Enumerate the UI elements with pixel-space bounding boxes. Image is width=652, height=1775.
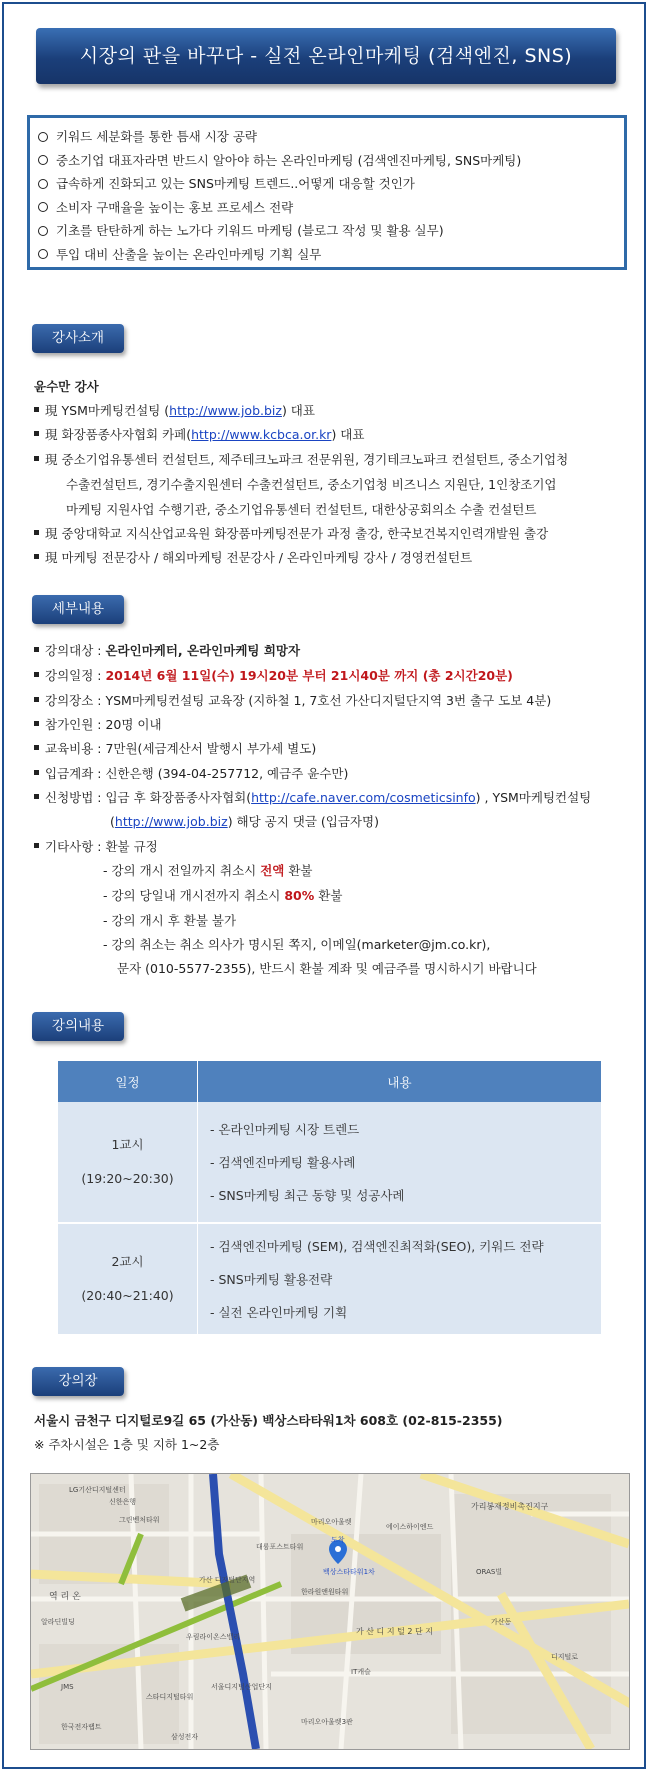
circle-bullet-icon <box>38 226 48 236</box>
venue-map[interactable] <box>30 1473 630 1750</box>
summary-item: 소비자 구매율을 높이는 홍보 프로세스 전략 <box>38 196 624 220</box>
square-bullet-icon <box>34 407 39 412</box>
circle-bullet-icon <box>38 202 48 212</box>
kcbca-link[interactable]: http://www.kcbca.or.kr <box>191 427 332 442</box>
schedule-header-row <box>58 1061 601 1102</box>
map-label: 삼성전자 <box>171 1733 199 1741</box>
content-column-header: 내용 <box>198 1061 602 1102</box>
square-bullet-icon <box>34 672 39 677</box>
map-label: 우림라이온스밸리 <box>186 1633 241 1641</box>
map-label: IT캐슬 <box>351 1668 371 1676</box>
instructor-section-header: 강사소개 <box>32 324 124 353</box>
cafe-link[interactable]: http://cafe.naver.com/cosmeticsinfo <box>251 790 476 805</box>
map-label: 서울디지털산업단지 <box>211 1683 272 1691</box>
content-cell: - 검색엔진마케팅 (SEM), 검색엔진최적화(SEO), 키워드 전략 - SNS마케팅 활용전략 - 실전 온라인마케팅 기획 <box>198 1223 602 1334</box>
detail-apply: 신청방법 : 입금 후 화장품종사자협회(http://cafe.naver.com/cosmeticsinfo) , YSM마케팅컨설팅 <box>34 785 591 810</box>
detail-apply-continuation: (http://www.job.biz) 해당 공지 댓글 (입금자명) <box>110 814 379 829</box>
job-biz-link[interactable]: http://www.job.biz <box>114 814 228 829</box>
instructor-career-item: 現 중앙대학교 지식산업교육원 화장품마케팅전문가 과정 출강, 한국보건복지인력개발원 출강 <box>34 521 548 546</box>
square-bullet-icon <box>34 530 39 535</box>
map-label: 한라원앤원타워 <box>301 1588 349 1596</box>
map-label: 도착 <box>331 1536 345 1544</box>
instructor-name: 윤수만 강사 <box>34 379 99 394</box>
map-label: 가산동 <box>491 1618 512 1626</box>
instructor-career-item: 現 중소기업유통센터 컨설턴트, 제주테크노파크 전문위원, 경기테크노파크 컨설턴트, 중소기업청 <box>34 447 568 472</box>
square-bullet-icon <box>34 697 39 702</box>
content-cell: - 온라인마케팅 시장 트렌드 - 검색엔진마케팅 활용사례 - SNS마케팅 최근 동향 및 성공사례 <box>198 1102 602 1223</box>
map-label: 알라딘빌딩 <box>41 1618 75 1626</box>
map-canvas <box>31 1474 629 1749</box>
course-section-header: 강의내용 <box>32 1012 124 1041</box>
summary-item: 키워드 세분화를 통한 틈새 시장 공략 <box>38 125 624 149</box>
instructor-career-item: 現 마케팅 전문강사 / 해외마케팅 전문강사 / 온라인마케팅 강사 / 경영컨설턴트 <box>34 545 472 570</box>
refund-rule: - 강의 개시 전일까지 취소시 전액 환불 <box>103 863 313 878</box>
square-bullet-icon <box>34 554 39 559</box>
map-label: 가 산 디 지 털 2 단 지 <box>356 1627 433 1636</box>
circle-bullet-icon <box>38 132 48 142</box>
page-title: 시장의 판을 바꾸다 - 실전 온라인마케팅 (검색엔진, SNS) <box>36 28 616 84</box>
summary-item: 기초를 탄탄하게 하는 노가다 키워드 마케팅 (블로그 작성 및 활용 실무) <box>38 219 624 243</box>
square-bullet-icon <box>34 745 39 750</box>
summary-item: 투입 대비 산출을 높이는 온라인마케팅 기획 실무 <box>38 243 624 267</box>
map-label: 신한은행 <box>109 1498 137 1506</box>
square-bullet-icon <box>34 721 39 726</box>
table-row <box>58 1223 601 1334</box>
venue-address: 서울시 금천구 디지털로9길 65 (가산동) 백상스타타워1차 608호 (02-815-2355) <box>34 1413 503 1428</box>
map-label: 백상스타타워1차 <box>323 1568 375 1576</box>
instructor-career-continuation: 수출컨설턴트, 경기수출지원센터 수출컨설턴트, 중소기업청 비즈니스 지원단, 1인창조기업 <box>66 477 557 492</box>
details-section-header: 세부내용 <box>32 595 124 624</box>
map-label: 마리오아울렛 <box>311 1518 352 1526</box>
detail-place: 강의장소 : YSM마케팅컨설팅 교육장 (지하철 1, 7호선 가산디지털단지역 3번 출구 도보 4분) <box>34 688 551 713</box>
summary-item: 급속하게 진화되고 있는 SNS마케팅 트렌드..어떻게 대응할 것인가 <box>38 172 624 196</box>
schedule-table <box>58 1061 601 1334</box>
detail-etc: 기타사항 : 환불 규정 <box>34 834 158 859</box>
venue-section-header: 강의장 <box>32 1367 124 1396</box>
ysm-link[interactable]: http://www.job.biz <box>169 403 282 418</box>
map-label: ORAS빌 <box>476 1568 503 1576</box>
period-cell: 1교시 (19:20~20:30) <box>58 1102 198 1223</box>
instructor-career-item: 現 YSM마케팅컨설팅 (http://www.job.biz) 대표 <box>34 398 315 423</box>
instructor-career-item: 現 화장품종사자협회 카페(http://www.kcbca.or.kr) 대표 <box>34 422 364 447</box>
period-cell: 2교시 (20:40~21:40) <box>58 1223 198 1334</box>
square-bullet-icon <box>34 794 39 799</box>
square-bullet-icon <box>34 431 39 436</box>
refund-rule: - 강의 취소는 취소 의사가 명시된 쪽지, 이메일(marketer@jm.co.kr), <box>103 937 491 952</box>
detail-fee: 교육비용 : 7만원(세금계산서 발행시 부가세 별도) <box>34 736 316 761</box>
map-label: 역 리 온 <box>49 1592 81 1602</box>
map-label: 대륭포스트타워 <box>256 1543 304 1551</box>
map-label: 한국전자랩트 <box>61 1723 102 1731</box>
refund-rule: - 강의 당일내 개시전까지 취소시 80% 환불 <box>103 888 343 903</box>
schedule-column-header: 일정 <box>58 1061 198 1102</box>
refund-rule-continuation: 문자 (010-5577-2355), 반드시 환불 계좌 및 예금주를 명시하시기 바랍니다 <box>117 961 537 976</box>
circle-bullet-icon <box>38 155 48 165</box>
circle-bullet-icon <box>38 249 48 259</box>
detail-account: 입금계좌 : 신한은행 (394-04-257712, 예금주 윤수만) <box>34 761 348 786</box>
map-label: 마리오아울렛3관 <box>301 1718 353 1726</box>
summary-box <box>27 115 627 270</box>
square-bullet-icon <box>34 456 39 461</box>
map-label: 에이스하이엔드 <box>386 1523 434 1531</box>
summary-item: 중소기업 대표자라면 반드시 알아야 하는 온라인마케팅 (검색엔진마케팅, SNS마케팅) <box>38 149 624 173</box>
map-label: 가리봉재정비촉진지구 <box>471 1502 549 1511</box>
table-row <box>58 1102 601 1223</box>
square-bullet-icon <box>34 770 39 775</box>
square-bullet-icon <box>34 647 39 652</box>
map-label: LG기산디지털센터 <box>69 1486 126 1494</box>
circle-bullet-icon <box>38 179 48 189</box>
instructor-career-continuation: 마케팅 지원사업 수행기관, 중소기업유통센터 컨설턴트, 대한상공회의소 수출 컨설턴트 <box>66 502 537 517</box>
map-label: 가산 디지털단지역 <box>199 1576 256 1584</box>
parking-note: ※ 주차시설은 1층 및 지하 1~2층 <box>34 1437 220 1452</box>
map-label: 그린벤처타워 <box>119 1516 160 1524</box>
square-bullet-icon <box>34 843 39 848</box>
map-label: 스타디지털타워 <box>146 1693 194 1701</box>
map-label: 디지털로 <box>551 1653 579 1661</box>
detail-people: 참가인원 : 20명 이내 <box>34 712 162 737</box>
detail-target: 강의대상 : 온라인마케터, 온라인마케팅 희망자 <box>34 638 300 663</box>
detail-date: 강의일정 : 2014년 6월 11일(수) 19시20분 부터 21시40분 까지 (총 2시간20분) <box>34 663 513 688</box>
map-label: JMS <box>61 1683 74 1691</box>
refund-rule: - 강의 개시 후 환불 불가 <box>103 913 237 928</box>
